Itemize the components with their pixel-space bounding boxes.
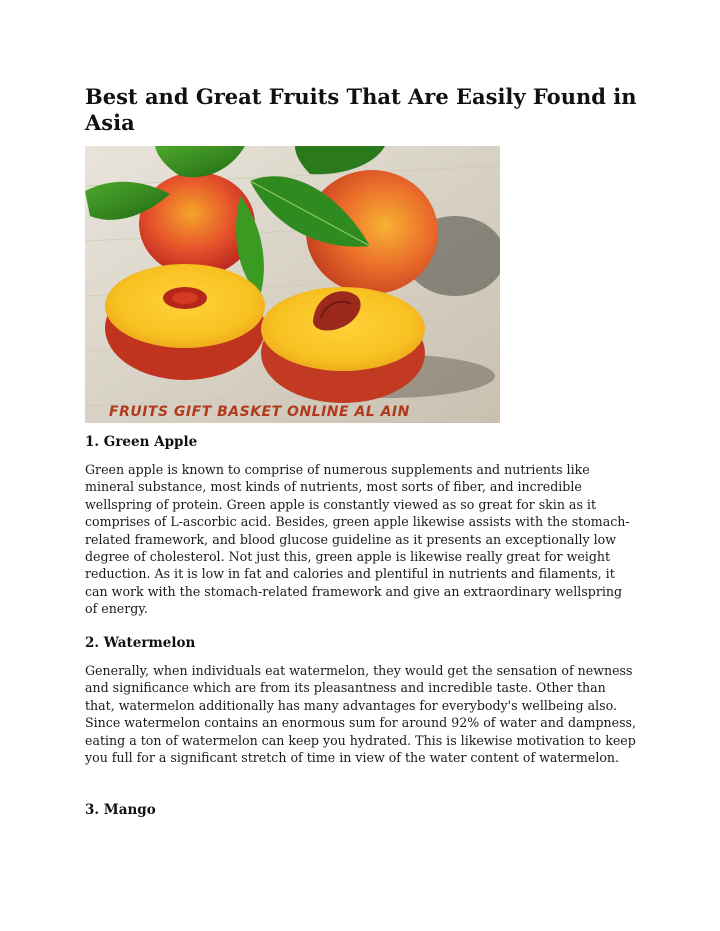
page-title: Best and Great Fruits That Are Easily Found in Asia bbox=[85, 84, 637, 135]
hero-caption: FRUITS GIFT BASKET ONLINE AL AIN bbox=[109, 404, 410, 420]
section-body-watermelon: Generally, when individuals eat watermelon, they would get the sensation of newness and significance which are from its pleasantness and incredible taste. Other than that, watermelon additionally has many advantages for everybody's wellbeing also. Since watermelon contains an enormous sum for around 92% of water and dampness, eating a ton of watermelon can keep you hydrated. This is likewise motivation to keep you full for a significant stretch of time in view of the water content of watermelon. bbox=[85, 663, 637, 766]
hero-image bbox=[85, 146, 500, 423]
section-heading-watermelon: 2. Watermelon bbox=[85, 635, 196, 651]
section-heading-mango: 3. Mango bbox=[85, 802, 156, 818]
section-body-green-apple: Green apple is known to comprise of numerous supplements and nutrients like mineral substance, most kinds of nutrients, most sorts of fiber, and incredible wellspring of protein. Green apple is constantly viewed as so great for skin as it comprises of L-ascorbic acid. Besides, green apple likewise assists with the stomach-related framework, and blood glucose guideline as it presents an exceptionally low degree of cholesterol. Not just this, green apple is likewise really great for weight reduction. As it is low in fat and calories and plentiful in nutrients and filaments, it can work with the stomach-related framework and give an extraordinary wellspring of energy. bbox=[85, 462, 630, 617]
section-heading-green-apple: 1. Green Apple bbox=[85, 434, 198, 450]
